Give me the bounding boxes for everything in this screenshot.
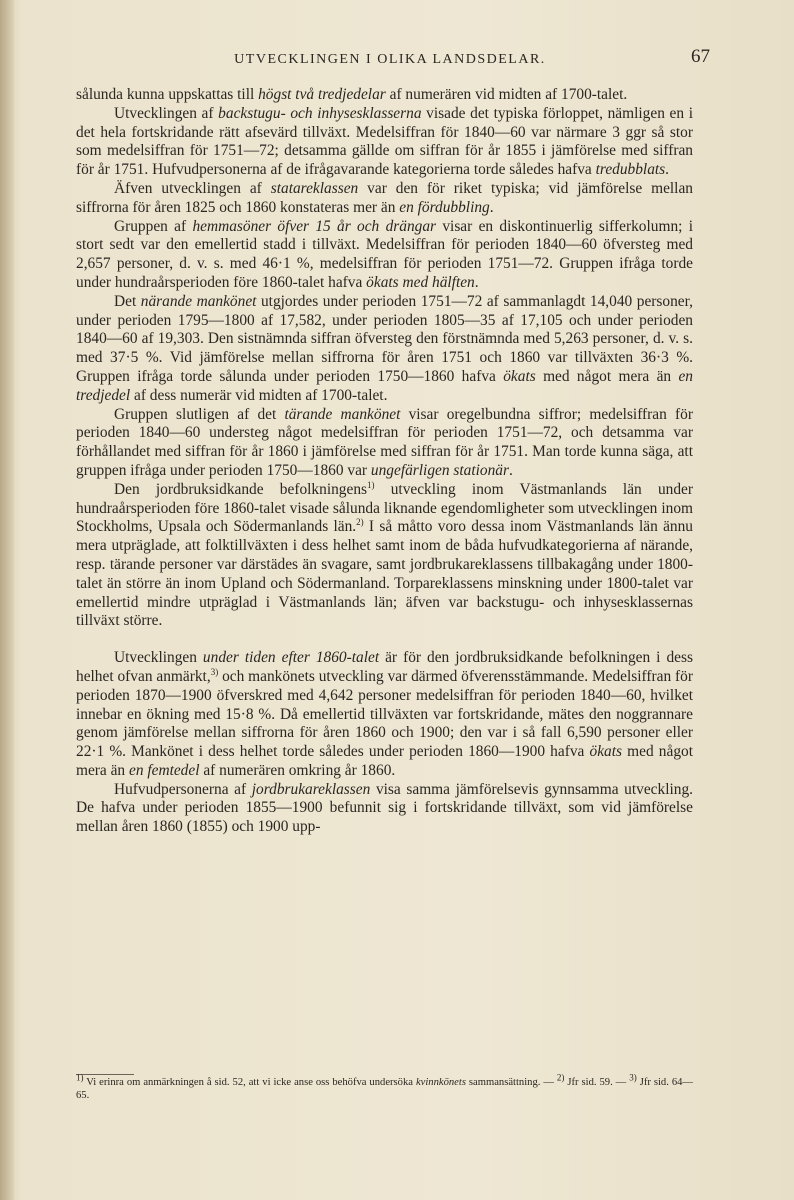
italic-run: ökats	[589, 743, 623, 761]
text-run: sålunda kunna uppskattas till	[76, 86, 259, 103]
paragraph	[76, 86, 693, 105]
italic-run: en fördubbling	[399, 198, 490, 216]
text-run: visade det typiska förloppet, nämligen en i det hela fortskridande rätt afsevärd tillväxt. Medelsiffran för 1840—60 var närmare 3 ggr så stor som medelsiffran för 1751—72; detsamma gällde om siffran för år 1855 i jämförelse med siffran för år 1751. Hufvudpersonerna af de ifrågavarande kategorierna torde således hafva	[76, 104, 693, 179]
text-run: .	[474, 273, 479, 291]
italic-run: kvinnkönets	[415, 1077, 466, 1088]
text-run: sammansättning. —	[465, 1077, 557, 1088]
text-run: Det	[114, 292, 141, 310]
text-run: Utvecklingen	[114, 649, 203, 667]
text-run: Jfr sid. 59. —	[564, 1077, 630, 1088]
paragraph	[76, 649, 693, 781]
italic-run: hemmasöner öfver 15 år och drängar	[192, 217, 437, 235]
text-run: med något mera än	[76, 743, 693, 779]
text-run: visar en diskontinuerlig sifferkolumn; i stort sedt var den emellertid stadd i tillväxt. Medelsiffran för perioden 1840—60 öfversteg med 2,657 personer, d. v. s. med 46·1 %, medelsiffran för perioden 1751—72. Gruppen ifråga torde under hundraårsperioden före 1860-talet hafva	[76, 217, 693, 291]
footnotes	[76, 1072, 694, 1102]
text-run: af dess numerär vid midten af 1700-talet.	[130, 386, 388, 404]
text-run: Gruppen af	[114, 217, 193, 235]
text-run: och mankönets utveckling var därmed öfverensstämmande. Medelsiffran för perioden 1870—1900 öfverskred med 4,642 personer medelsiffran för perioden 1840—60, hvilket innebar en ökning med 15·8 %. Då emellertid tillväxten var fortskridande, mätes den noggrannare genom jämförelse mellan siffrorna för åren 1860 och 1900; den var i så fall 6,590 personer eller 22·1 %. Mankönet i dess helhet torde således under perioden 1860—1900 hafva	[76, 667, 693, 761]
text-run: visar oregelbundna siffror; medelsiffran för perioden 1840—60 understeg något medelsiffran för perioden 1751—72, och detsamma var förhållandet med siffran för år 1860 i jämförelse med siffran för år 1751. Man torde kunna säga, att gruppen ifråga under perioden 1750—1860 var	[76, 405, 693, 479]
footnote-marker: 2)	[356, 517, 364, 528]
text-run: Den jordbruksidkande befolkningens	[114, 480, 367, 498]
paragraph	[76, 218, 693, 293]
text-run: Hufvudpersonerna af	[114, 780, 252, 798]
text-run: Äfven utvecklingen af	[114, 179, 271, 197]
italic-run: ungefärligen stationär	[370, 461, 509, 479]
italic-run: backstugu- och inhysesklasserna	[218, 104, 422, 122]
paragraph	[76, 293, 693, 406]
text-run: utgjordes under perioden 1751—72 af sammanlagdt 14,040 personer, under perioden 1795—1800 af 17,582, under perioden 1805—35 af 17,105 och under perioden 1840—60 af 19,303. Den sistnämnda siffran öfversteg den förstnämnda med 5,263 personer, d. v. s. med 37·5 %. Vid jämförelse mellan siffrorna för åren 1751 och 1860 var tillväxten 36·3 %. Gruppen ifråga torde sålunda under perioden 1750—1860 hafva	[76, 292, 693, 385]
text-run: Vi erinra om anmärkningen å sid. 52, att vi icke anse oss behöfva undersöka	[83, 1077, 416, 1088]
text-run: med något mera än	[535, 367, 679, 385]
page-number: 67	[691, 46, 710, 67]
text-run: utveckling inom Västmanlands län under hundraårsperioden före 1860-talet visade sålunda liknande egendomligheter som utvecklingen inom Stockholms, Upsala och Södermanlands län.	[76, 480, 693, 536]
text-run: Gruppen slutligen af det	[114, 405, 285, 423]
footnote-marker: 1)	[367, 479, 375, 490]
text-run: Utvecklingen af	[114, 104, 219, 122]
italic-run: närande mankönet	[140, 292, 257, 310]
italic-run: högst två tredjedelar	[258, 86, 386, 103]
text-run: .	[665, 161, 670, 179]
italic-run: ökats	[503, 367, 536, 385]
body-text	[76, 86, 693, 837]
footnote-marker: 2)	[556, 1072, 565, 1083]
text-run: var den för riket typiska; vid jämförelse mellan siffrorna för åren 1825 och 1860 konstateras mer än	[76, 179, 693, 216]
italic-run: ökats med hälften	[366, 273, 475, 291]
text-run: af numerären omkring år 1860.	[199, 761, 396, 779]
paragraph	[76, 180, 693, 218]
italic-run: statareklassen	[270, 179, 359, 197]
text-run: är för den jordbruksidkande befolkningen i dess helhet ofvan anmärkt,	[76, 649, 693, 685]
page-header	[70, 46, 710, 72]
text-run: visa samma jämförelsevis gynnsamma utveckling. De hafva under perioden 1855—1900 befunnit sig i fortskridande tillväxt, som vid jämförelse mellan åren 1860 (1855) och 1900 upp-	[76, 780, 693, 836]
page-gutter	[0, 0, 14, 1200]
footnote-marker: 1)	[76, 1072, 84, 1083]
text-run: Jfr sid. 64—65.	[76, 1077, 694, 1101]
text-run: .	[509, 461, 513, 479]
running-head: UTVECKLINGEN I OLIKA LANDSDELAR.	[234, 52, 546, 67]
text-run: I så måtto voro dessa inom Västmanlands län ännu mera utpräglade, att folktillväxten i dess helhet samt inom de båda hufvudkategorierna af närande, resp. tärande personer var därstädes än svagare, samt jordbrukareklassens tillbakagång under 1800-talet än större än inom Upland och Södermanland. Torpareklassens minskning under 1800-talet var emellertid mindre utpräglad i Västmanlands län; äfven var backstugu- och inhysesklassernas tillväxt större.	[76, 518, 693, 630]
paragraph	[76, 406, 693, 481]
italic-run: en femtedel	[128, 761, 200, 779]
paragraph	[76, 105, 693, 180]
italic-run: tärande mankönet	[284, 405, 401, 423]
text-run: .	[489, 198, 494, 216]
paragraph	[76, 781, 693, 837]
italic-run: en tredjedel	[76, 367, 693, 404]
footnote-marker: 3)	[210, 666, 219, 677]
italic-run: under tiden efter 1860-talet	[202, 649, 380, 667]
italic-run: tredubblats	[595, 161, 666, 179]
paragraph	[76, 481, 693, 631]
footnote-rule	[76, 1074, 134, 1075]
footnote-marker: 3)	[629, 1072, 637, 1083]
text-run: af numerären vid midten af 1700-talet.	[385, 86, 628, 103]
italic-run: jordbrukareklassen	[251, 780, 371, 798]
